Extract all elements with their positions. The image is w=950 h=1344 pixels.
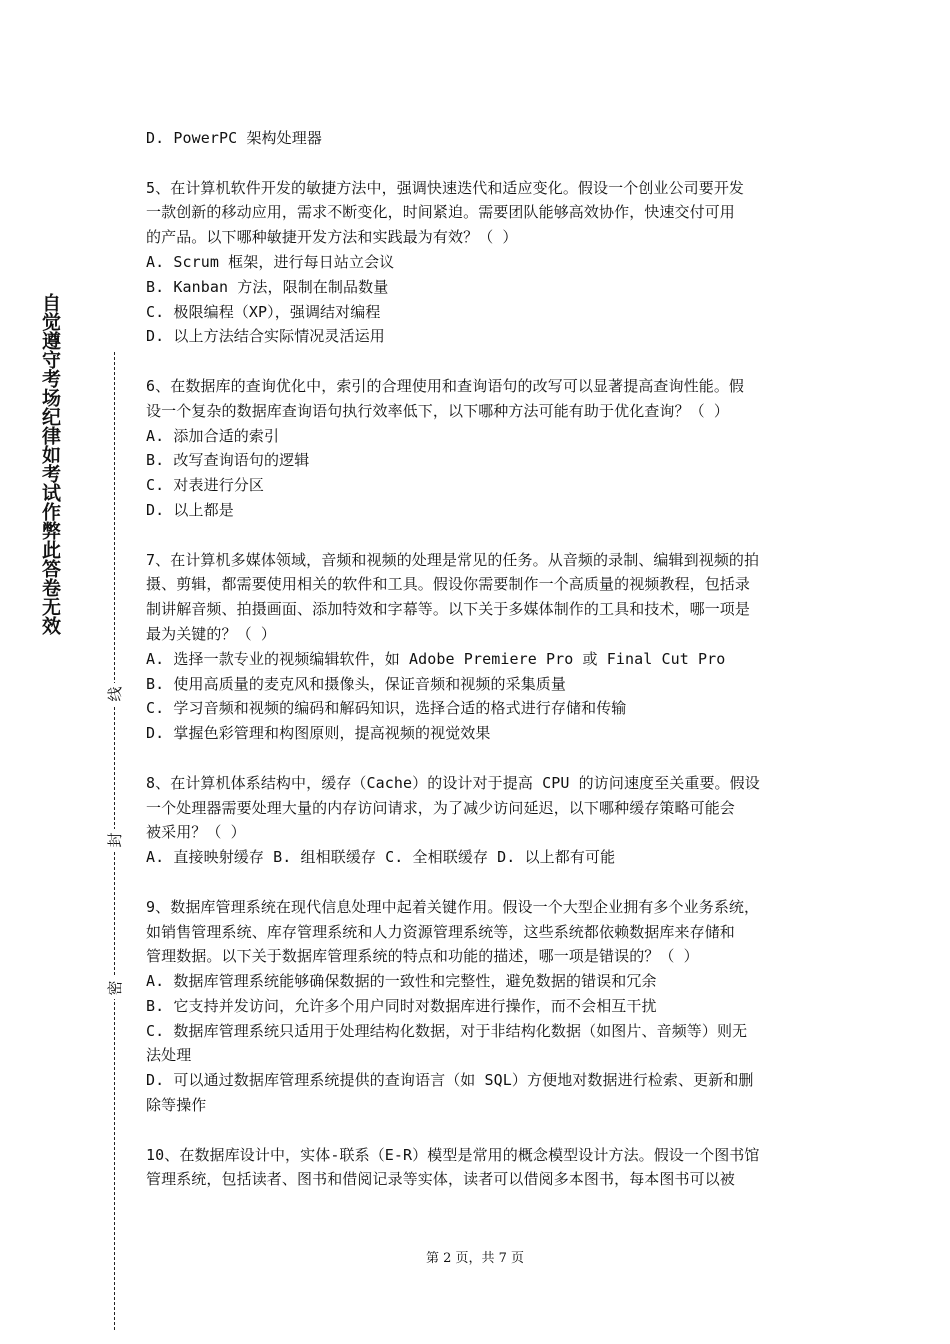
text-line: 5、在计算机软件开发的敏捷方法中，强调快速迭代和适应变化。假设一个创业公司要开发	[146, 178, 745, 197]
text-line: D. 掌握色彩管理和构图原则，提高视频的视觉效果	[146, 724, 491, 743]
text-line: 除等操作	[146, 1096, 207, 1115]
text-line: 如销售管理系统、库存管理系统和人力资源管理系统等，这些系统都依赖数据库来存储和	[146, 922, 735, 941]
text-line: A. 添加合适的索引	[146, 426, 280, 445]
text-line: D. 以上都是	[146, 500, 234, 519]
text-line: 8、在计算机体系结构中，缓存（Cache）的设计对于提高 CPU 的访问速度至关重要。假设	[146, 773, 760, 792]
text-line: 一个处理器需要处理大量的内存访问请求，为了减少访问延迟，以下哪种缓存策略可能会	[146, 798, 735, 817]
text-line: C. 对表进行分区	[146, 476, 264, 495]
text-line: 一款创新的移动应用，需求不断变化，时间紧迫。需要团队能够高效协作，快速交付可用	[146, 203, 735, 222]
text-line: C. 数据库管理系统只适用于处理结构化数据，对于非结构化数据（如图片、音频等）则无	[146, 1021, 748, 1040]
question-content	[146, 126, 836, 1192]
binding-label-secret: 密	[104, 977, 126, 999]
text-line: 最为关键的？（ ）	[146, 624, 276, 643]
text-line: 管理数据。以下关于数据库管理系统的特点和功能的描述，哪一项是错误的？（ ）	[146, 947, 699, 966]
page-number: 第 2 页，共 7 页	[425, 1251, 525, 1266]
text-line: A. 选择一款专业的视频编辑软件，如 Adobe Premiere Pro 或 Final Cut Pro	[146, 649, 726, 668]
text-line: D. 以上方法结合实际情况灵活运用	[146, 327, 385, 346]
binding-label-seal: 封	[104, 829, 126, 851]
text-line: 管理系统，包括读者、图书和借阅记录等实体，读者可以借阅多本图书，每本图书可以被	[146, 1170, 735, 1189]
text-line: 制讲解音频、拍摄画面、添加特效和字幕等。以下关于多媒体制作的工具和技术，哪一项是	[146, 600, 751, 619]
text-line: C. 学习音频和视频的编码和解码知识，选择合适的格式进行存储和传输	[146, 699, 627, 718]
text-line: 6、在数据库的查询优化中，索引的合理使用和查询语句的改写可以显著提高查询性能。假	[146, 376, 745, 395]
text-line: 法处理	[146, 1046, 192, 1065]
text-line: 摄、剪辑，都需要使用相关的软件和工具。假设你需要制作一个高质量的视频教程，包括录	[146, 575, 751, 594]
text-line: D. PowerPC 架构处理器	[146, 129, 322, 147]
text-line: 的产品。以下哪种敏捷开发方法和实践最为有效？（ ）	[146, 228, 518, 247]
text-line: 7、在计算机多媒体领域，音频和视频的处理是常见的任务。从音频的录制、编辑到视频的拍	[146, 550, 760, 569]
text-line: A. 数据库管理系统能够确保数据的一致性和完整性，避免数据的错误和冗余	[146, 972, 657, 991]
blank-line	[146, 151, 836, 176]
text-line: 10、在数据库设计中，实体-联系（E-R）模型是常用的概念模型设计方法。假设一个图书馆	[146, 1145, 760, 1164]
text-line: B. 它支持并发访问，允许多个用户同时对数据库进行操作，而不会相互干扰	[146, 996, 657, 1015]
text-line: A. 直接映射缓存 B. 组相联缓存 C. 全相联缓存 D. 以上都有可能	[146, 848, 616, 867]
text-line: B. 改写查询语句的逻辑	[146, 451, 310, 470]
binding-label-line: 线	[104, 683, 126, 705]
text-line: B. 使用高质量的麦克风和摄像头，保证音频和视频的采集质量	[146, 674, 566, 693]
text-line: D. 可以通过数据库管理系统提供的查询语言（如 SQL）方便地对数据进行检索、更新和删	[146, 1071, 754, 1090]
blank-line	[146, 349, 836, 374]
text-line: A. Scrum 框架，进行每日站立会议	[146, 252, 395, 271]
text-line: 设一个复杂的数据库查询语句执行效率低下，以下哪种方法可能有助于优化查询？（ ）	[146, 401, 729, 420]
blank-line	[146, 523, 836, 548]
text-line: 被采用？（ ）	[146, 823, 246, 842]
text-line: C. 极限编程（XP），强调结对编程	[146, 302, 381, 321]
text-line: 9、数据库管理系统在现代信息处理中起着关键作用。假设一个大型企业拥有多个业务系统，	[146, 897, 760, 916]
blank-line	[146, 870, 836, 895]
text-line: B. Kanban 方法，限制在制品数量	[146, 277, 389, 296]
exam-discipline-notice: 自觉遵守考场纪律如考试作弊此答卷无效	[39, 293, 61, 635]
blank-line	[146, 746, 836, 771]
blank-line	[146, 1118, 836, 1143]
